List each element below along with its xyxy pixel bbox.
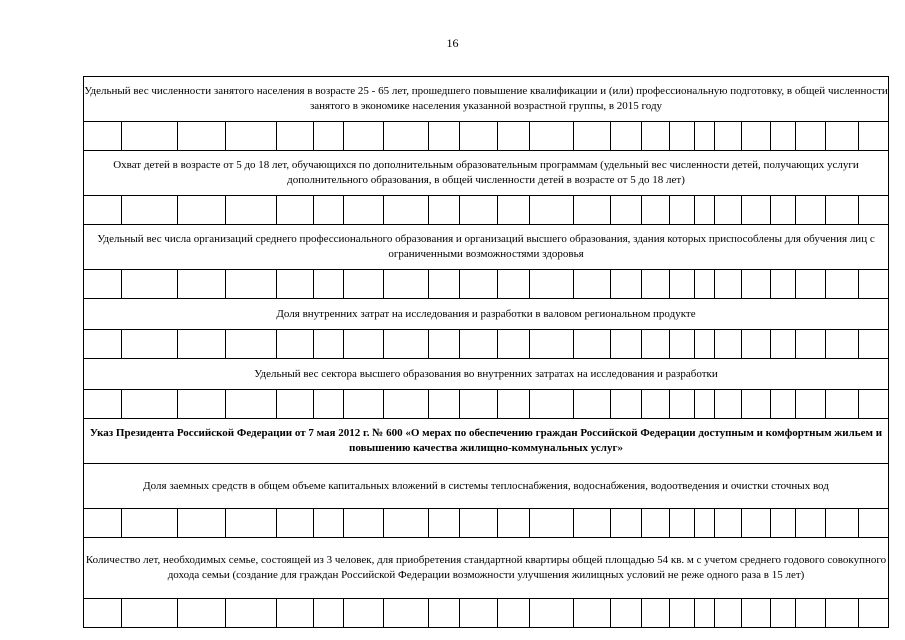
value-cell xyxy=(574,270,611,299)
value-cell xyxy=(314,330,344,359)
indicator-row xyxy=(84,225,889,270)
value-cell xyxy=(796,122,826,151)
value-cell xyxy=(742,599,771,628)
value-cell xyxy=(695,196,715,225)
value-cell xyxy=(226,330,277,359)
value-cell xyxy=(530,509,574,538)
value-cell xyxy=(796,196,826,225)
value-cell xyxy=(742,196,771,225)
value-cell xyxy=(796,599,826,628)
value-cell xyxy=(226,122,277,151)
value-cell xyxy=(344,599,384,628)
value-cell xyxy=(178,122,226,151)
value-cell xyxy=(530,390,574,419)
value-cell xyxy=(384,390,429,419)
value-cell xyxy=(344,270,384,299)
value-grid-row xyxy=(84,122,889,151)
value-cell xyxy=(314,270,344,299)
value-cell xyxy=(611,330,642,359)
value-cell xyxy=(122,196,178,225)
value-cell xyxy=(384,196,429,225)
value-cell xyxy=(226,270,277,299)
value-cell xyxy=(642,599,670,628)
value-cell xyxy=(314,196,344,225)
indicator-title: Доля внутренних затрат на исследования и разработки в валовом региональном продукте xyxy=(84,299,889,330)
value-cell xyxy=(226,509,277,538)
value-cell xyxy=(826,122,859,151)
indicator-row xyxy=(84,419,889,464)
value-cell xyxy=(429,270,460,299)
value-cell xyxy=(611,196,642,225)
value-cell xyxy=(314,599,344,628)
value-cell xyxy=(530,599,574,628)
value-cell xyxy=(859,196,889,225)
indicator-title: Охват детей в возрасте от 5 до 18 лет, обучающихся по дополнительным образовательным программам (удельный вес численности детей, получающих услуги дополнительного образования, в общей численности детей в возрасте от 5 до 18 лет) xyxy=(84,151,889,196)
value-cell xyxy=(460,330,498,359)
indicator-row xyxy=(84,77,889,122)
value-cell xyxy=(344,390,384,419)
value-cell xyxy=(574,599,611,628)
value-cell xyxy=(859,122,889,151)
value-cell xyxy=(384,330,429,359)
value-cell xyxy=(826,270,859,299)
value-cell xyxy=(122,122,178,151)
value-cell xyxy=(226,599,277,628)
value-cell xyxy=(859,330,889,359)
value-cell xyxy=(277,330,314,359)
value-cell xyxy=(574,196,611,225)
value-cell xyxy=(742,390,771,419)
value-cell xyxy=(122,509,178,538)
value-cell xyxy=(642,330,670,359)
value-cell xyxy=(642,122,670,151)
value-cell xyxy=(84,270,122,299)
value-cell xyxy=(314,509,344,538)
value-cell xyxy=(226,196,277,225)
value-cell xyxy=(742,122,771,151)
value-cell xyxy=(498,270,530,299)
value-cell xyxy=(122,599,178,628)
value-cell xyxy=(178,599,226,628)
value-cell xyxy=(84,122,122,151)
value-cell xyxy=(574,390,611,419)
value-cell xyxy=(742,509,771,538)
value-grid-row xyxy=(84,509,889,538)
value-cell xyxy=(771,390,796,419)
value-cell xyxy=(84,599,122,628)
value-cell xyxy=(460,122,498,151)
indicator-row xyxy=(84,151,889,196)
value-cell xyxy=(530,122,574,151)
value-cell xyxy=(771,270,796,299)
value-cell xyxy=(84,330,122,359)
value-cell xyxy=(429,599,460,628)
value-grid-row xyxy=(84,270,889,299)
value-cell xyxy=(742,270,771,299)
value-cell xyxy=(429,509,460,538)
value-cell xyxy=(498,599,530,628)
value-cell xyxy=(344,196,384,225)
value-cell xyxy=(742,330,771,359)
value-cell xyxy=(226,390,277,419)
indicator-title: Количество лет, необходимых семье, состоящей из 3 человек, для приобретения стандартной квартиры общей площадью 54 кв. м с учетом среднего годового совокупного дохода семьи (создание для граждан Российской Федерации возможности улучшения жилищных условий не реже одного раза в 15 лет) xyxy=(84,538,889,599)
value-cell xyxy=(178,330,226,359)
value-cell xyxy=(344,122,384,151)
value-cell xyxy=(530,270,574,299)
value-cell xyxy=(530,330,574,359)
value-cell xyxy=(498,122,530,151)
value-cell xyxy=(695,390,715,419)
value-cell xyxy=(826,509,859,538)
value-cell xyxy=(670,390,695,419)
value-cell xyxy=(796,390,826,419)
value-cell xyxy=(695,330,715,359)
value-cell xyxy=(277,599,314,628)
value-cell xyxy=(344,509,384,538)
indicator-row xyxy=(84,538,889,599)
value-cell xyxy=(670,270,695,299)
value-cell xyxy=(277,122,314,151)
indicator-table xyxy=(83,76,889,628)
value-cell xyxy=(771,196,796,225)
value-cell xyxy=(429,196,460,225)
value-cell xyxy=(277,196,314,225)
value-cell xyxy=(344,330,384,359)
value-cell xyxy=(84,390,122,419)
value-grid-row xyxy=(84,390,889,419)
value-cell xyxy=(384,509,429,538)
value-cell xyxy=(670,122,695,151)
value-cell xyxy=(277,390,314,419)
value-cell xyxy=(460,270,498,299)
value-cell xyxy=(826,599,859,628)
value-cell xyxy=(84,196,122,225)
indicator-title: Удельный вес числа организаций среднего профессионального образования и организаций высшего образования, здания которых приспособлены для обучения лиц с ограниченными возможностями здоровья xyxy=(84,225,889,270)
value-cell xyxy=(715,270,742,299)
value-cell xyxy=(429,330,460,359)
value-cell xyxy=(859,599,889,628)
value-cell xyxy=(122,270,178,299)
value-cell xyxy=(384,270,429,299)
value-cell xyxy=(826,330,859,359)
value-cell xyxy=(498,196,530,225)
value-cell xyxy=(460,599,498,628)
value-cell xyxy=(642,509,670,538)
value-cell xyxy=(771,330,796,359)
indicator-row xyxy=(84,299,889,330)
value-cell xyxy=(715,122,742,151)
value-cell xyxy=(277,509,314,538)
value-cell xyxy=(178,390,226,419)
value-cell xyxy=(642,270,670,299)
section-heading: Указ Президента Российской Федерации от 7 мая 2012 г. № 600 «О мерах по обеспечению граждан Российской Федерации доступным и комфортным жильем и повышению качества жилищно-коммунальных услуг» xyxy=(84,419,889,464)
value-cell xyxy=(859,509,889,538)
value-cell xyxy=(796,509,826,538)
value-cell xyxy=(670,509,695,538)
page-number: 16 xyxy=(446,36,459,50)
value-cell xyxy=(670,196,695,225)
value-cell xyxy=(796,330,826,359)
value-cell xyxy=(796,270,826,299)
value-cell xyxy=(178,509,226,538)
value-cell xyxy=(859,270,889,299)
value-cell xyxy=(574,509,611,538)
value-cell xyxy=(611,270,642,299)
value-cell xyxy=(715,390,742,419)
value-cell xyxy=(460,390,498,419)
value-cell xyxy=(715,330,742,359)
value-cell xyxy=(611,509,642,538)
value-cell xyxy=(122,330,178,359)
value-cell xyxy=(460,509,498,538)
value-cell xyxy=(429,390,460,419)
value-cell xyxy=(771,122,796,151)
value-cell xyxy=(695,270,715,299)
value-cell xyxy=(670,330,695,359)
value-cell xyxy=(314,122,344,151)
value-cell xyxy=(642,196,670,225)
value-cell xyxy=(460,196,498,225)
value-cell xyxy=(314,390,344,419)
value-cell xyxy=(498,330,530,359)
value-cell xyxy=(611,390,642,419)
value-cell xyxy=(695,599,715,628)
value-cell xyxy=(611,122,642,151)
value-cell xyxy=(574,122,611,151)
value-cell xyxy=(178,196,226,225)
value-cell xyxy=(715,509,742,538)
value-grid-row xyxy=(84,196,889,225)
indicator-title: Удельный вес численности занятого населения в возрасте 25 - 65 лет, прошедшего повышение квалификации и (или) профессиональную подготовку, в общей численности занятого в экономике населения указанной возрастной группы, в 2015 году xyxy=(84,77,889,122)
value-cell xyxy=(771,599,796,628)
value-cell xyxy=(771,509,796,538)
value-cell xyxy=(122,390,178,419)
value-cell xyxy=(429,122,460,151)
value-cell xyxy=(384,122,429,151)
value-cell xyxy=(670,599,695,628)
value-cell xyxy=(498,509,530,538)
value-cell xyxy=(178,270,226,299)
value-cell xyxy=(498,390,530,419)
value-cell xyxy=(859,390,889,419)
value-cell xyxy=(84,509,122,538)
indicator-title: Удельный вес сектора высшего образования во внутренних затратах на исследования и разработки xyxy=(84,359,889,390)
value-cell xyxy=(695,509,715,538)
value-cell xyxy=(384,599,429,628)
value-cell xyxy=(574,330,611,359)
value-cell xyxy=(530,196,574,225)
indicator-row xyxy=(84,464,889,509)
value-cell xyxy=(826,196,859,225)
value-grid-row xyxy=(84,330,889,359)
value-cell xyxy=(715,599,742,628)
value-cell xyxy=(826,390,859,419)
value-cell xyxy=(277,270,314,299)
value-cell xyxy=(642,390,670,419)
indicator-row xyxy=(84,359,889,390)
value-cell xyxy=(695,122,715,151)
indicator-title: Доля заемных средств в общем объеме капитальных вложений в системы теплоснабжения, водоснабжения, водоотведения и очистки сточных вод xyxy=(84,464,889,509)
value-cell xyxy=(611,599,642,628)
value-cell xyxy=(715,196,742,225)
value-grid-row xyxy=(84,599,889,628)
